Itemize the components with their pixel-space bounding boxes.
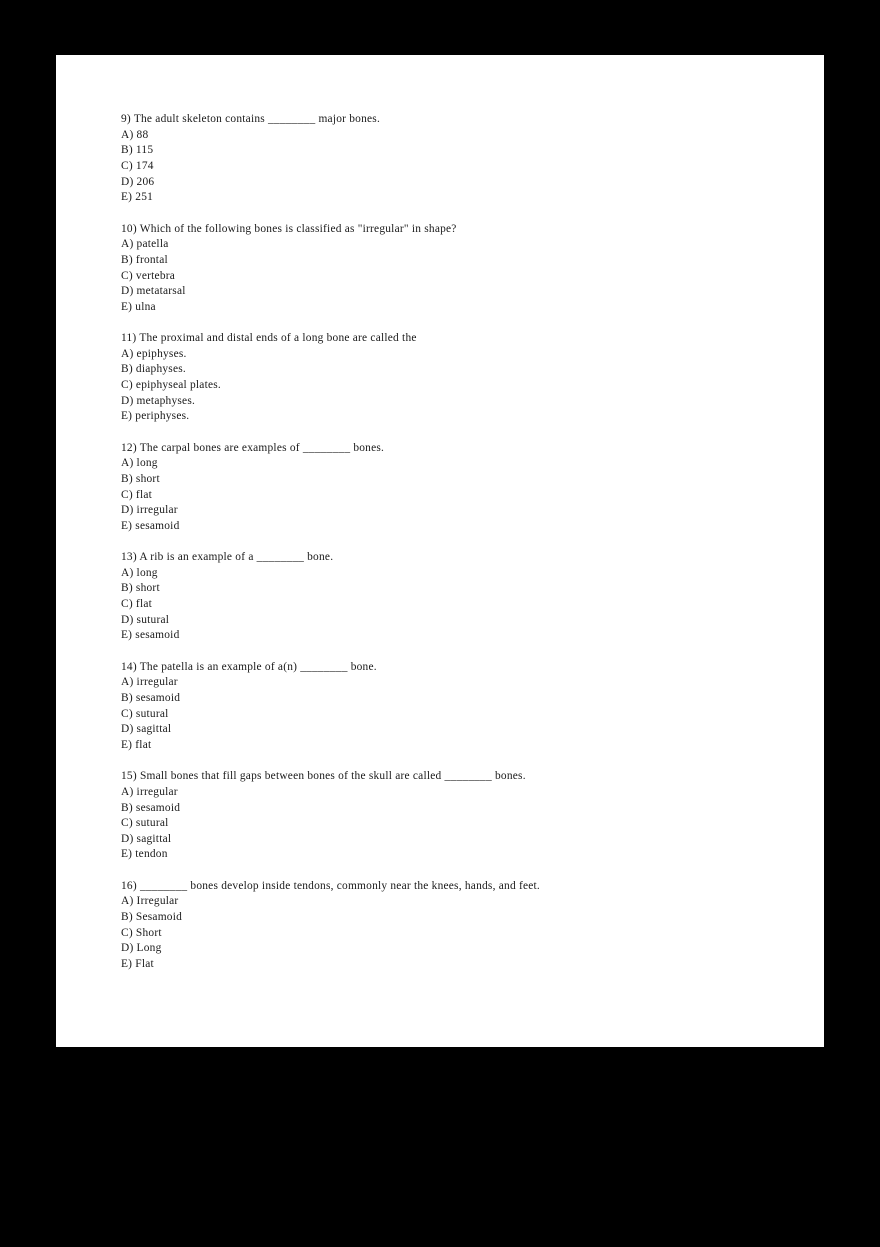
question-stem: 12) The carpal bones are examples of ________ bones. [121, 441, 385, 454]
answer-option[interactable]: B) sesamoid [121, 801, 181, 814]
question-block [121, 660, 781, 754]
answer-option[interactable]: A) Irregular [121, 895, 179, 908]
answer-option[interactable]: B) short [121, 582, 160, 595]
question-stem: 13) A rib is an example of a ________ bone. [121, 551, 334, 564]
answer-option[interactable]: E) periphyses. [121, 410, 190, 423]
answer-option[interactable]: E) 251 [121, 191, 154, 204]
answer-option[interactable]: D) irregular [121, 504, 178, 517]
document-page-sheet [56, 55, 824, 1047]
answer-option[interactable]: A) patella [121, 238, 169, 251]
answer-option[interactable]: B) short [121, 472, 160, 485]
question-list [121, 112, 781, 973]
question-stem: 16) ________ bones develop inside tendons, commonly near the knees, hands, and feet. [121, 879, 540, 892]
answer-option[interactable]: E) ulna [121, 300, 156, 313]
answer-option[interactable]: B) diaphyses. [121, 363, 186, 376]
answer-option[interactable]: C) sutural [121, 707, 169, 720]
answer-option[interactable]: A) long [121, 457, 158, 470]
answer-option[interactable]: C) flat [121, 488, 153, 501]
answer-option[interactable]: C) Short [121, 926, 162, 939]
answer-option[interactable]: D) metatarsal [121, 285, 186, 298]
question-stem: 9) The adult skeleton contains ________ major bones. [121, 113, 381, 125]
answer-option[interactable]: D) metaphyses. [121, 394, 196, 407]
answer-option[interactable]: A) long [121, 566, 158, 579]
question-block [121, 331, 781, 425]
answer-option[interactable]: B) frontal [121, 253, 168, 266]
question-block [121, 441, 781, 535]
question-stem: 10) Which of the following bones is classified as "irregular" in shape? [121, 222, 457, 235]
answer-option[interactable]: E) Flat [121, 958, 154, 970]
question-block [121, 222, 781, 316]
answer-option[interactable]: B) 115 [121, 144, 154, 157]
answer-option[interactable]: D) sagittal [121, 832, 172, 845]
answer-option[interactable]: D) sutural [121, 613, 170, 626]
question-stem: 14) The patella is an example of a(n) ________ bone. [121, 660, 377, 673]
question-block [121, 769, 781, 863]
answer-option[interactable]: D) Long [121, 942, 162, 955]
answer-option[interactable]: D) 206 [121, 175, 155, 188]
answer-option[interactable]: C) sutural [121, 817, 169, 830]
answer-option[interactable]: A) 88 [121, 128, 149, 141]
question-block [121, 550, 781, 644]
question-stem: 11) The proximal and distal ends of a long bone are called the [121, 332, 417, 345]
answer-option[interactable]: C) epiphyseal plates. [121, 379, 222, 392]
answer-option[interactable]: C) 174 [121, 159, 154, 172]
answer-option[interactable]: E) flat [121, 738, 152, 751]
answer-option[interactable]: C) vertebra [121, 269, 176, 282]
answer-option[interactable]: E) sesamoid [121, 519, 180, 532]
question-block [121, 112, 781, 206]
answer-option[interactable]: A) irregular [121, 785, 178, 798]
question-block [121, 879, 781, 973]
answer-option[interactable]: E) tendon [121, 848, 168, 861]
answer-option[interactable]: B) sesamoid [121, 691, 181, 704]
answer-option[interactable]: A) irregular [121, 676, 178, 689]
answer-option[interactable]: B) Sesamoid [121, 911, 183, 924]
answer-option[interactable]: E) sesamoid [121, 629, 180, 642]
answer-option[interactable]: A) epiphyses. [121, 347, 187, 360]
answer-option[interactable]: D) sagittal [121, 723, 172, 736]
answer-option[interactable]: C) flat [121, 598, 153, 611]
question-stem: 15) Small bones that fill gaps between bones of the skull are called ________ bones. [121, 770, 526, 783]
